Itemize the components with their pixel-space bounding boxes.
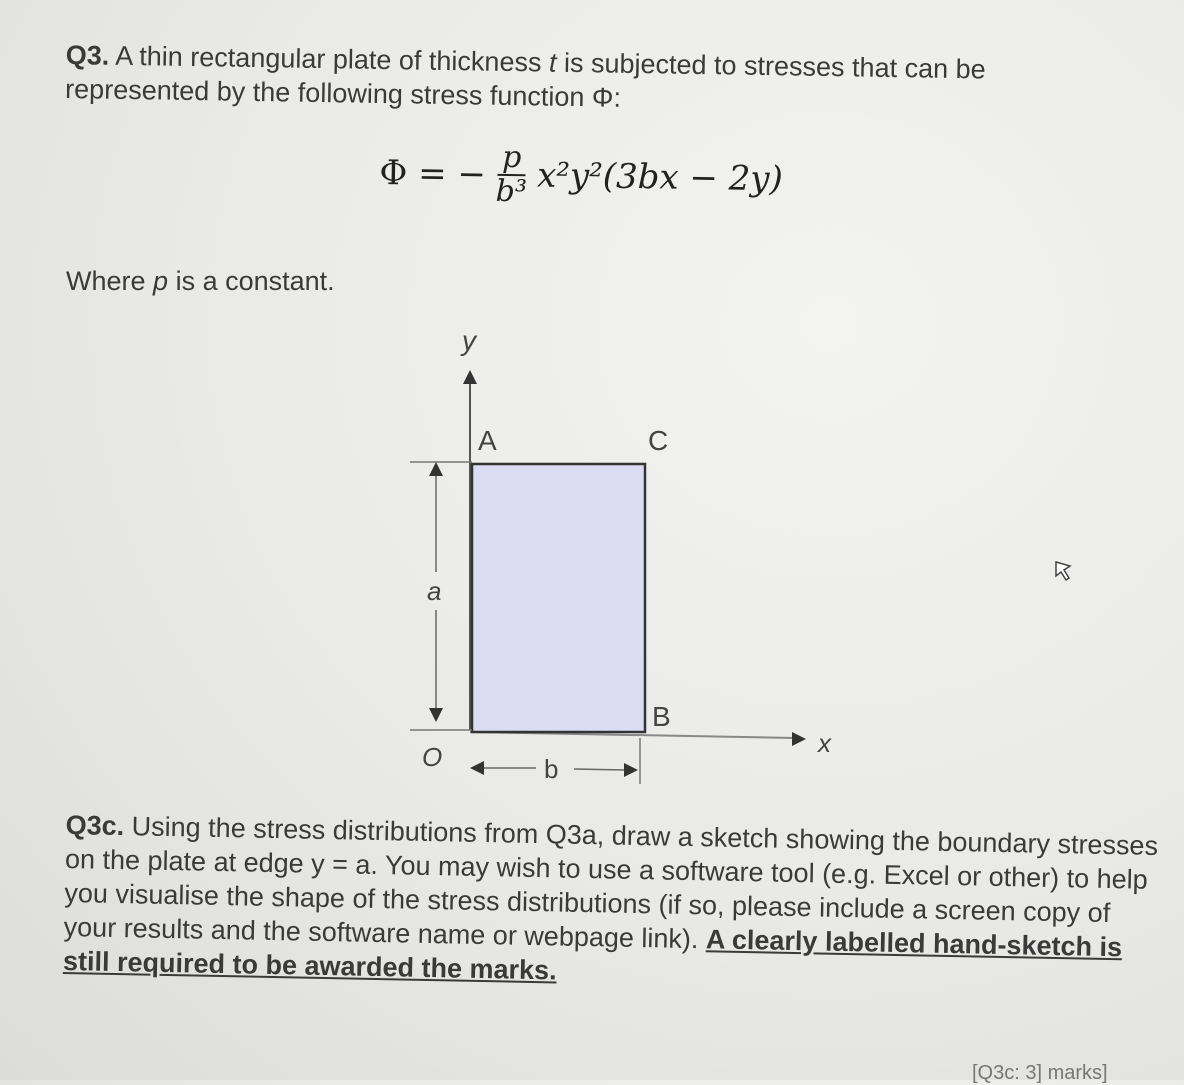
mouse-pointer-icon — [1056, 562, 1070, 580]
y-axis-arrowhead — [463, 370, 477, 384]
x-axis-label: x — [818, 728, 831, 758]
question-text-part2: is subjected to stresses that can be represented by the following stress function Φ: — [64, 47, 986, 113]
x-axis-arrowhead — [792, 732, 806, 746]
formula-lhs: Φ = − — [379, 152, 487, 195]
where-part1: Where — [66, 266, 154, 296]
width-arrowhead-right — [624, 763, 638, 777]
subquestion-body: Using the stress distributions from Q3a, draw a sketch showing the boundary stresses on the plate at edge y = a. You may wish to use a software tool (e.g. Excel or other) to help you visualise the shape of the stress distributions (if so, please include a screen copy of your results and the software name or webpage link). — [63, 811, 1159, 955]
width-label: b — [544, 754, 559, 784]
corner-a-label: A — [478, 425, 497, 456]
plate-rectangle — [472, 464, 645, 732]
width-dimension-right-line — [574, 769, 626, 770]
question-label: Q3. — [65, 39, 110, 71]
formula-numerator: p — [498, 142, 526, 176]
constant-symbol: p — [153, 266, 169, 296]
height-label: a — [427, 576, 442, 606]
marks-label: [Q3c: 3] marks] — [972, 1062, 1108, 1084]
corner-b-label: B — [652, 701, 671, 732]
subquestion-emphasis: A clearly labelled hand-sketch is still required to be awarded the marks. — [62, 924, 1123, 986]
formula-rest: x²y²(3bx − 2y) — [536, 155, 784, 200]
origin-label: O — [422, 742, 443, 772]
width-arrowhead-left — [470, 761, 484, 775]
subquestion-label: Q3c. — [65, 809, 125, 842]
subquestion-text — [63, 808, 1166, 999]
corner-c-label: C — [648, 425, 669, 456]
where-part2: is a constant. — [168, 266, 335, 296]
formula-denominator: b³ — [495, 173, 528, 210]
question-text-part1: A thin rectangular plate of thickness — [109, 40, 550, 78]
thickness-symbol: t — [548, 47, 557, 78]
height-arrowhead-up — [429, 462, 443, 476]
height-arrowhead-down — [429, 708, 443, 722]
y-axis-label: y — [462, 325, 476, 356]
